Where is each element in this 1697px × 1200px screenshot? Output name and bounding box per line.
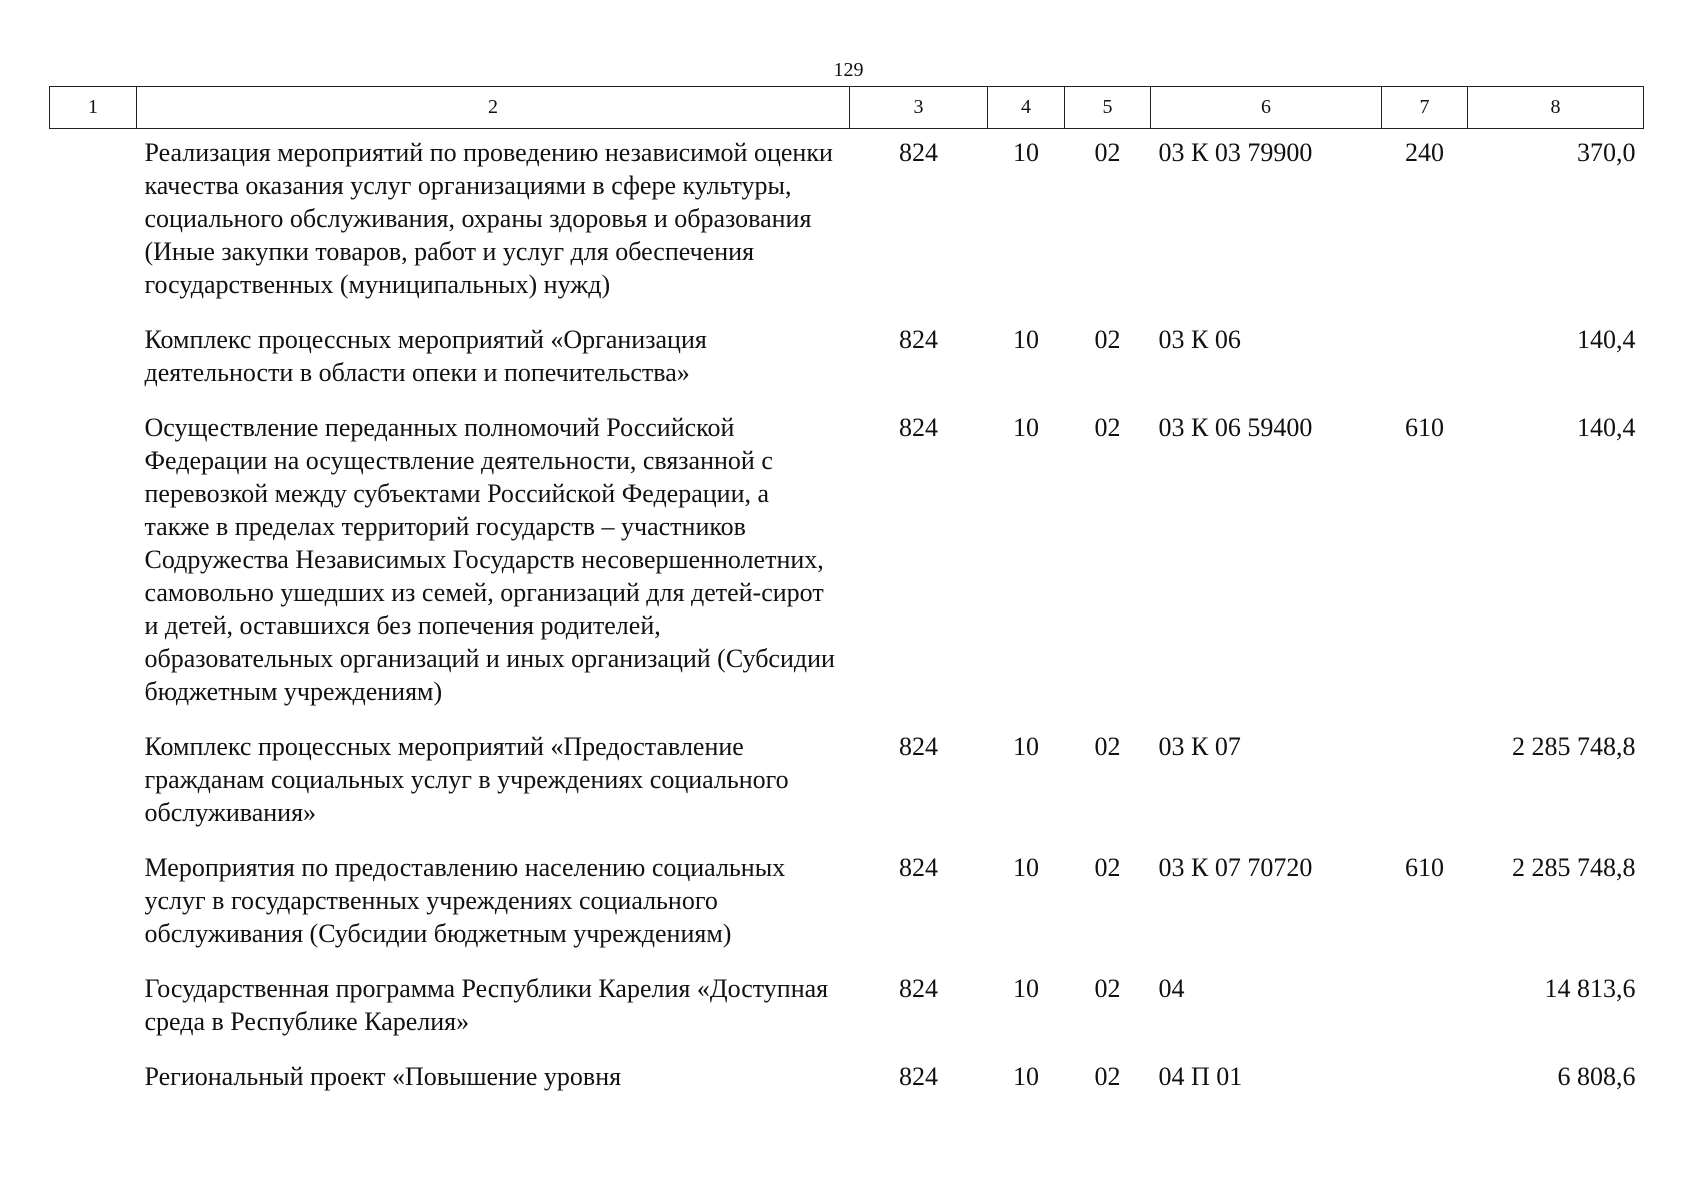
item-name-cell: Государственная программа Республики Карелия «Доступная среда в Республике Карелия» <box>144 974 829 1036</box>
ministry-code-cell: 824 <box>899 853 938 882</box>
budget-table <box>49 86 1644 1109</box>
subsection-code-cell: 02 <box>1094 732 1121 761</box>
subsection-code-cell: 02 <box>1094 325 1121 354</box>
expense-type-cell <box>1382 966 1468 1054</box>
column-header-6: 6 <box>1151 87 1382 129</box>
ministry-code-cell: 824 <box>899 1062 938 1091</box>
ministry-code-cell: 824 <box>899 413 938 442</box>
ministry-code-cell: 824 <box>899 325 938 354</box>
expense-type-cell <box>1382 317 1468 405</box>
section-code-cell: 10 <box>1013 413 1039 442</box>
column-header-5: 5 <box>1065 87 1151 129</box>
column-header-4: 4 <box>988 87 1065 129</box>
section-code-cell: 10 <box>1013 732 1039 761</box>
target-article-cell: 03 К 06 <box>1158 325 1241 354</box>
row-number-cell <box>50 317 137 405</box>
target-article-cell: 03 К 07 70720 <box>1158 853 1313 882</box>
ministry-code-cell: 824 <box>899 974 938 1003</box>
item-name-cell: Осуществление переданных полномочий Российской Федерации на осуществление деятельности, связанной с перевозкой между субъектами Российской Федерации, а также в пределах территорий государств – участников Содружества Независимых Государств несовершеннолетних, самовольно ушедших из семей, организаций для детей-сирот и детей, оставшихся без попечения родителей, образовательных организаций и иных организаций (Субсидии бюджетным учреждениям) <box>144 413 835 706</box>
target-article-cell: 03 К 03 79900 <box>1158 138 1313 167</box>
column-header-1: 1 <box>50 87 137 129</box>
expense-type-cell <box>1382 1054 1468 1109</box>
row-number-cell <box>50 1054 137 1109</box>
ministry-code-cell: 824 <box>899 138 938 167</box>
subsection-code-cell: 02 <box>1094 138 1121 167</box>
subsection-code-cell: 02 <box>1094 974 1121 1003</box>
table-row <box>50 1054 1644 1109</box>
row-number-cell <box>50 966 137 1054</box>
target-article-cell: 03 К 06 59400 <box>1158 413 1313 442</box>
row-number-cell <box>50 129 137 318</box>
subsection-code-cell: 02 <box>1094 413 1121 442</box>
section-code-cell: 10 <box>1013 853 1039 882</box>
subsection-code-cell: 02 <box>1094 853 1121 882</box>
item-name-cell: Мероприятия по предоставлению населению социальных услуг в государственных учреждениях социального обслуживания (Субсидии бюджетным учреждениям) <box>144 853 786 948</box>
row-number-cell <box>50 724 137 845</box>
item-name-cell: Комплекс процессных мероприятий «Организация деятельности в области опеки и попечительства» <box>144 325 707 387</box>
amount-cell: 14 813,6 <box>1544 974 1636 1003</box>
item-name-cell: Региональный проект «Повышение уровня <box>144 1062 622 1091</box>
section-code-cell: 10 <box>1013 974 1039 1003</box>
expense-type-cell: 240 <box>1405 138 1444 167</box>
amount-cell: 140,4 <box>1577 413 1636 442</box>
target-article-cell: 03 К 07 <box>1158 732 1241 761</box>
table-row <box>50 845 1644 966</box>
expense-type-cell <box>1382 724 1468 845</box>
table-row <box>50 966 1644 1054</box>
target-article-cell: 04 <box>1158 974 1185 1003</box>
amount-cell: 2 285 748,8 <box>1512 853 1636 882</box>
row-number-cell <box>50 845 137 966</box>
section-code-cell: 10 <box>1013 325 1039 354</box>
amount-cell: 6 808,6 <box>1557 1062 1636 1091</box>
table-row <box>50 317 1644 405</box>
column-header-3: 3 <box>850 87 988 129</box>
section-code-cell: 10 <box>1013 138 1039 167</box>
section-code-cell: 10 <box>1013 1062 1039 1091</box>
target-article-cell: 04 П 01 <box>1158 1062 1243 1091</box>
column-number-header-row <box>50 87 1644 129</box>
amount-cell: 2 285 748,8 <box>1512 732 1636 761</box>
table-row <box>50 129 1644 318</box>
item-name-cell: Реализация мероприятий по проведению независимой оценки качества оказания услуг организациями в сфере культуры, социального обслуживания, охраны здоровья и образования (Иные закупки товаров, работ и услуг для обеспечения государственных (муниципальных) нужд) <box>144 138 833 299</box>
ministry-code-cell: 824 <box>899 732 938 761</box>
item-name-cell: Комплекс процессных мероприятий «Предоставление гражданам социальных услуг в учреждениях социального обслуживания» <box>144 732 789 827</box>
table-row <box>50 724 1644 845</box>
subsection-code-cell: 02 <box>1094 1062 1121 1091</box>
amount-cell: 140,4 <box>1577 325 1636 354</box>
column-header-7: 7 <box>1382 87 1468 129</box>
table-row <box>50 405 1644 724</box>
amount-cell: 370,0 <box>1577 138 1636 167</box>
row-number-cell <box>50 405 137 724</box>
column-header-2: 2 <box>137 87 850 129</box>
expense-type-cell: 610 <box>1405 853 1444 882</box>
page-number: 129 <box>833 59 864 81</box>
expense-type-cell: 610 <box>1405 413 1444 442</box>
column-header-8: 8 <box>1468 87 1644 129</box>
